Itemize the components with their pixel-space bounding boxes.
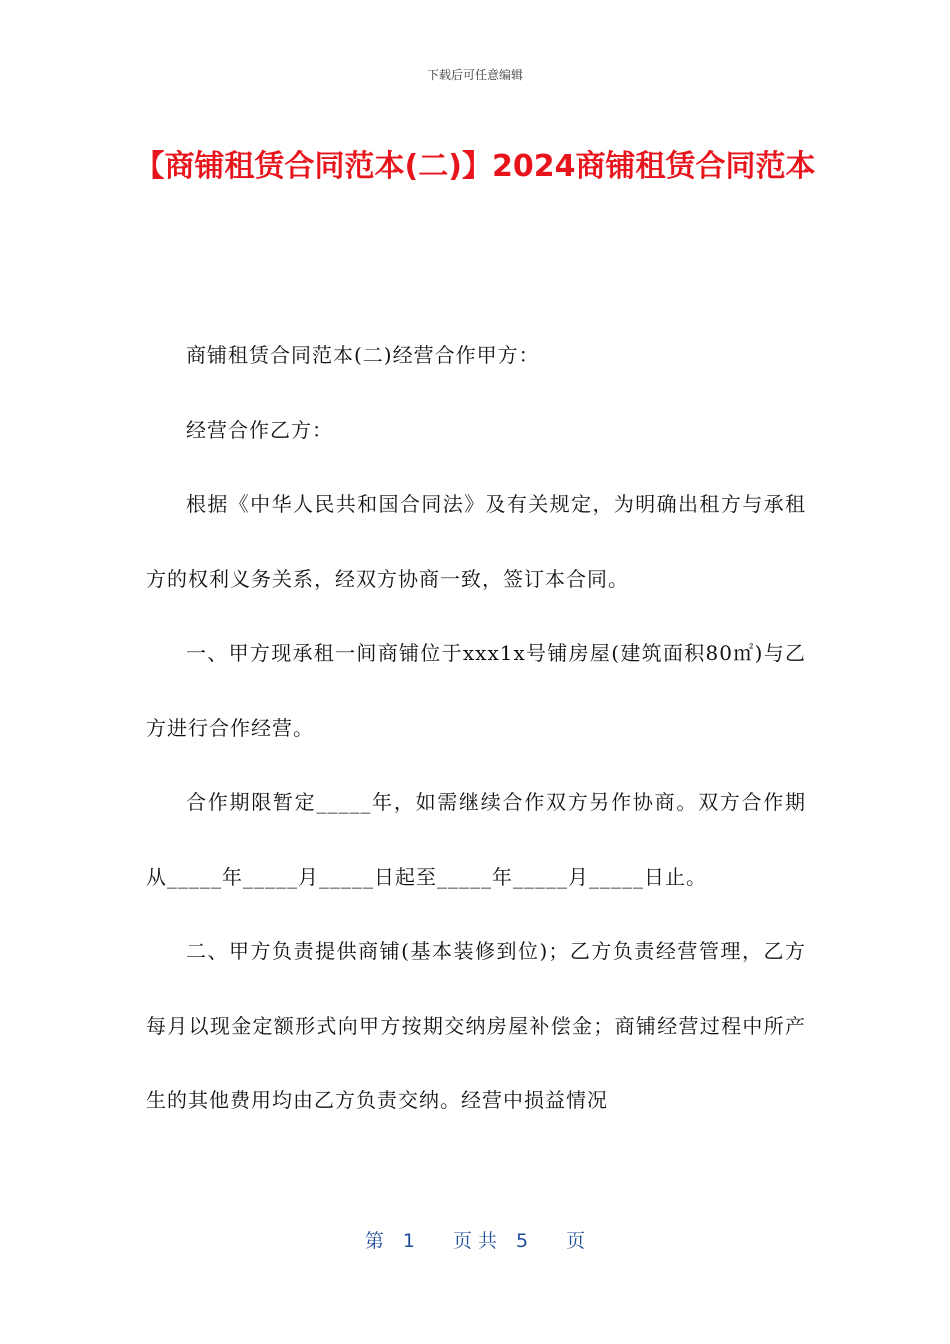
paragraph-party-a: 商铺租赁合同范本(二)经营合作甲方： xyxy=(186,343,540,367)
document-body xyxy=(146,318,806,1138)
document-title: 【商铺租赁合同范本(二)】2024商铺租赁合同范本 xyxy=(134,149,816,184)
paragraph-clause-2: 二、甲方负责提供商铺(基本装修到位)；乙方负责经营管理，乙方每月以现金定额形式向甲方按期交纳房屋补偿金；商铺经营过程中所产生的其他费用均由乙方负责交纳。经营中损益情况 xyxy=(146,939,806,1112)
paragraph-clause-1: 一、甲方现承租一间商铺位于xxx1x号铺房屋(建筑面积80㎡)与乙方进行合作经营。 xyxy=(146,641,806,740)
paragraph-party-b: 经营合作乙方： xyxy=(186,417,333,442)
paragraph-cooperation-period: 合作期限暂定_____年，如需继续合作双方另作协商。双方合作期从_____年_____月_____日起至_____年_____月_____日止。 xyxy=(146,790,806,889)
page-footer: 第 1 页 共 5 页 xyxy=(364,1230,586,1252)
header-note: 下载后可任意编辑 xyxy=(426,68,523,82)
paragraph-legal-basis: 根据《中华人民共和国合同法》及有关规定，为明确出租方与承租方的权利义务关系，经双方协商一致，签订本合同。 xyxy=(146,492,806,591)
